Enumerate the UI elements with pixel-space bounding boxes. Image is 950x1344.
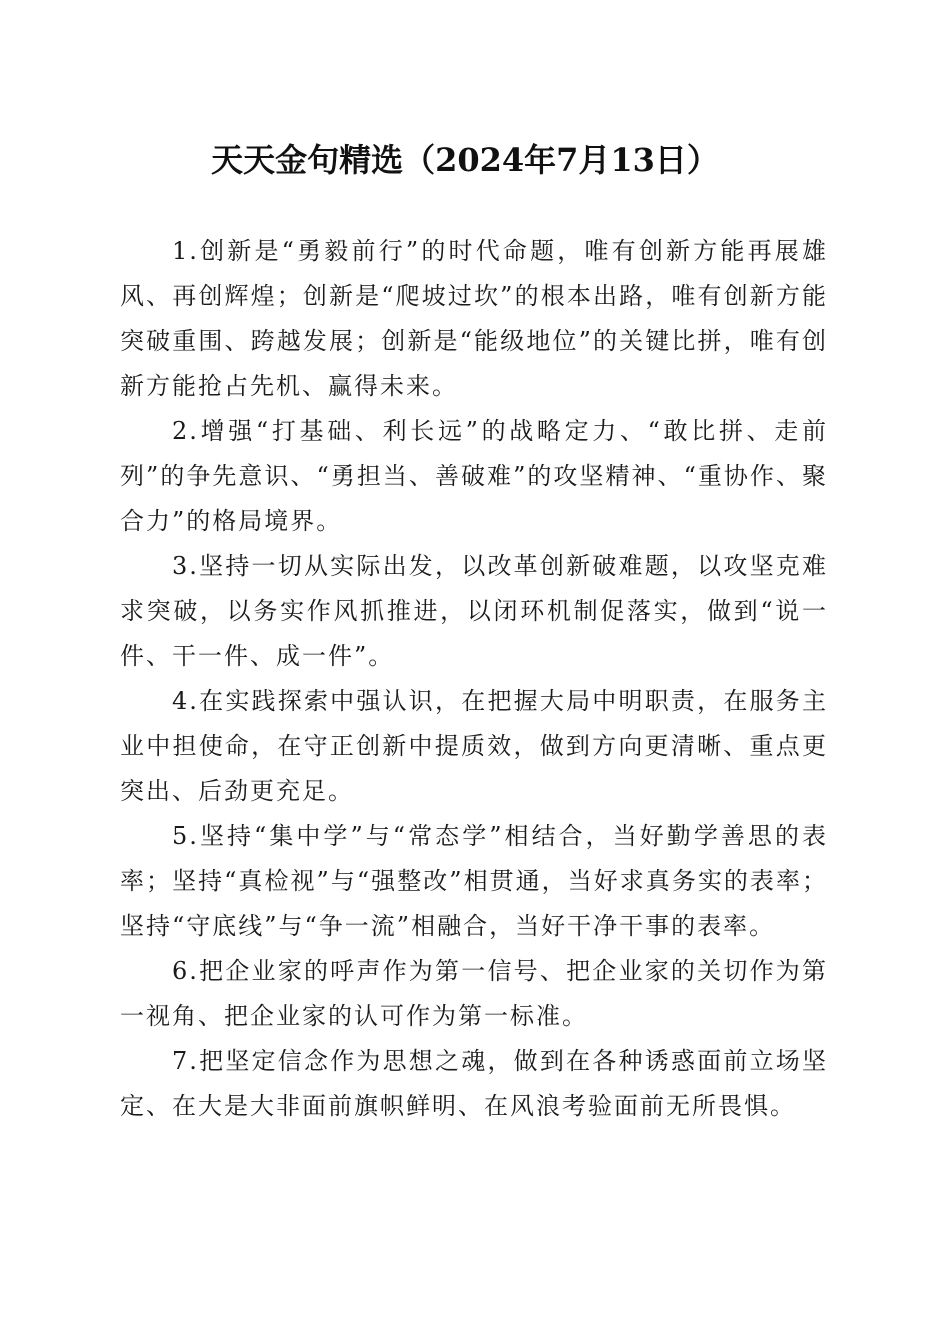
paragraph-6: 6.把企业家的呼声作为第一信号、把企业家的关切作为第一视角、把企业家的认可作为第一标准。: [120, 957, 828, 1030]
paragraph-7: 7.把坚定信念作为思想之魂，做到在各种诱惑面前立场坚定、在大是大非面前旗帜鲜明、在风浪考验面前无所畏惧。: [120, 1047, 828, 1120]
paragraph-1: 1.创新是“勇毅前行”的时代命题，唯有创新方能再展雄风、再创辉煌；创新是“爬坡过坎”的根本出路，唯有创新方能突破重围、跨越发展；创新是“能级地位”的关键比拼，唯有创新方能抢占先机、赢得未来。: [120, 237, 828, 400]
document-body: [120, 229, 828, 1129]
paragraph-5: 5.坚持“集中学”与“常态学”相结合，当好勤学善思的表率；坚持“真检视”与“强整改”相贯通，当好求真务实的表率；坚持“守底线”与“争一流”相融合，当好干净干事的表率。: [120, 822, 828, 940]
paragraph-3: 3.坚持一切从实际出发，以改革创新破难题，以攻坚克难求突破，以务实作风抓推进，以闭环机制促落实，做到“说一件、干一件、成一件”。: [120, 552, 828, 670]
paragraph-4: 4.在实践探索中强认识，在把握大局中明职责，在服务主业中担使命，在守正创新中提质效，做到方向更清晰、重点更突出、后劲更充足。: [120, 687, 828, 805]
paragraph-2: 2.增强“打基础、利长远”的战略定力、“敢比拼、走前列”的争先意识、“勇担当、善破难”的攻坚精神、“重协作、聚合力”的格局境界。: [120, 417, 828, 535]
document-title: 天天金句精选（2024年7月13日）: [211, 141, 719, 179]
